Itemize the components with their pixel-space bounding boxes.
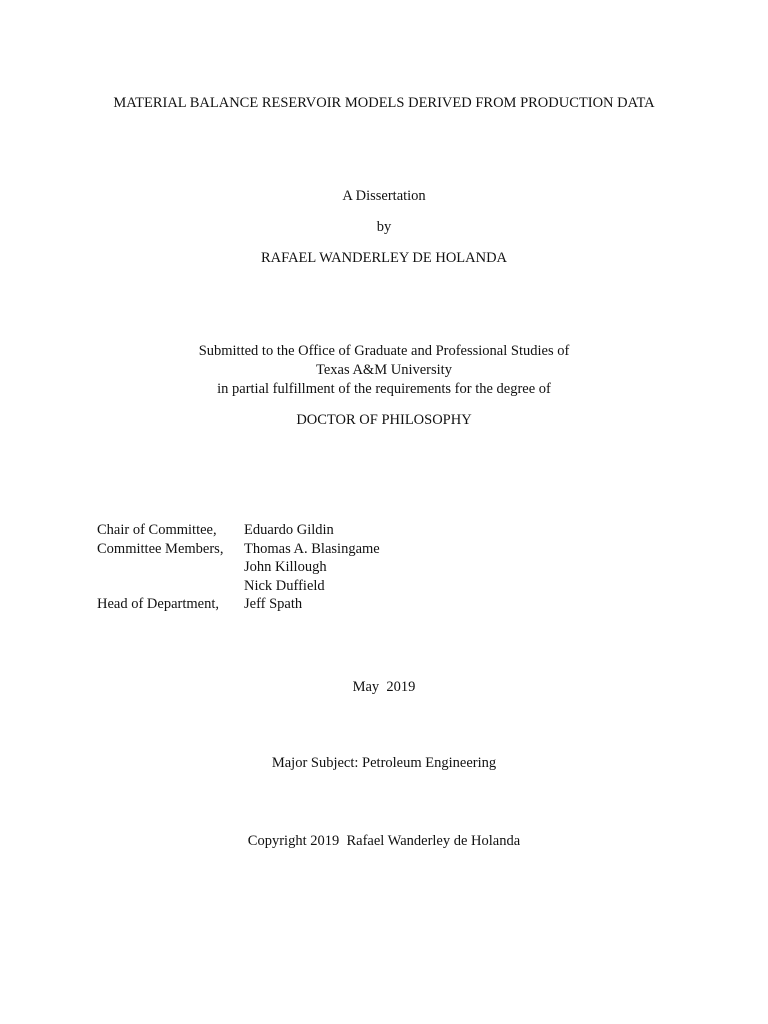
submission-line-1: Submitted to the Office of Graduate and Professional Studies of	[198, 343, 570, 359]
committee-row	[97, 577, 325, 598]
committee-member-name: Eduardo Gildin	[244, 522, 334, 538]
document-type: A Dissertation	[342, 188, 426, 204]
submission-line-2: Texas A&M University	[316, 362, 452, 378]
committee-row	[97, 596, 303, 616]
committee-list	[97, 522, 380, 616]
committee-member-name: Nick Duffield	[244, 577, 325, 594]
by-label: by	[376, 219, 392, 235]
committee-role: Chair of Committee,	[97, 522, 217, 538]
committee-member-name: John Killough	[244, 559, 327, 576]
committee-role: Head of Department,	[97, 596, 219, 613]
author-name: RAFAEL WANDERLEY DE HOLANDA	[260, 250, 508, 266]
degree-name: DOCTOR OF PHILOSOPHY	[296, 412, 472, 428]
committee-role: Committee Members,	[97, 540, 224, 557]
copyright-notice: Copyright 2019 Rafael Wanderley de Holanda	[247, 833, 521, 849]
submission-line-3: in partial fulfillment of the requirements for the degree of	[217, 381, 551, 397]
dissertation-title: MATERIAL BALANCE RESERVOIR MODELS DERIVED FROM PRODUCTION DATA	[113, 95, 655, 111]
committee-member-name: Jeff Spath	[244, 596, 303, 613]
committee-member-name: Thomas A. Blasingame	[244, 540, 380, 557]
committee-row	[97, 559, 327, 579]
submission-date: May 2019	[352, 679, 416, 695]
committee-row	[97, 522, 334, 542]
major-subject: Major Subject: Petroleum Engineering	[271, 755, 497, 771]
committee-row	[97, 540, 380, 561]
